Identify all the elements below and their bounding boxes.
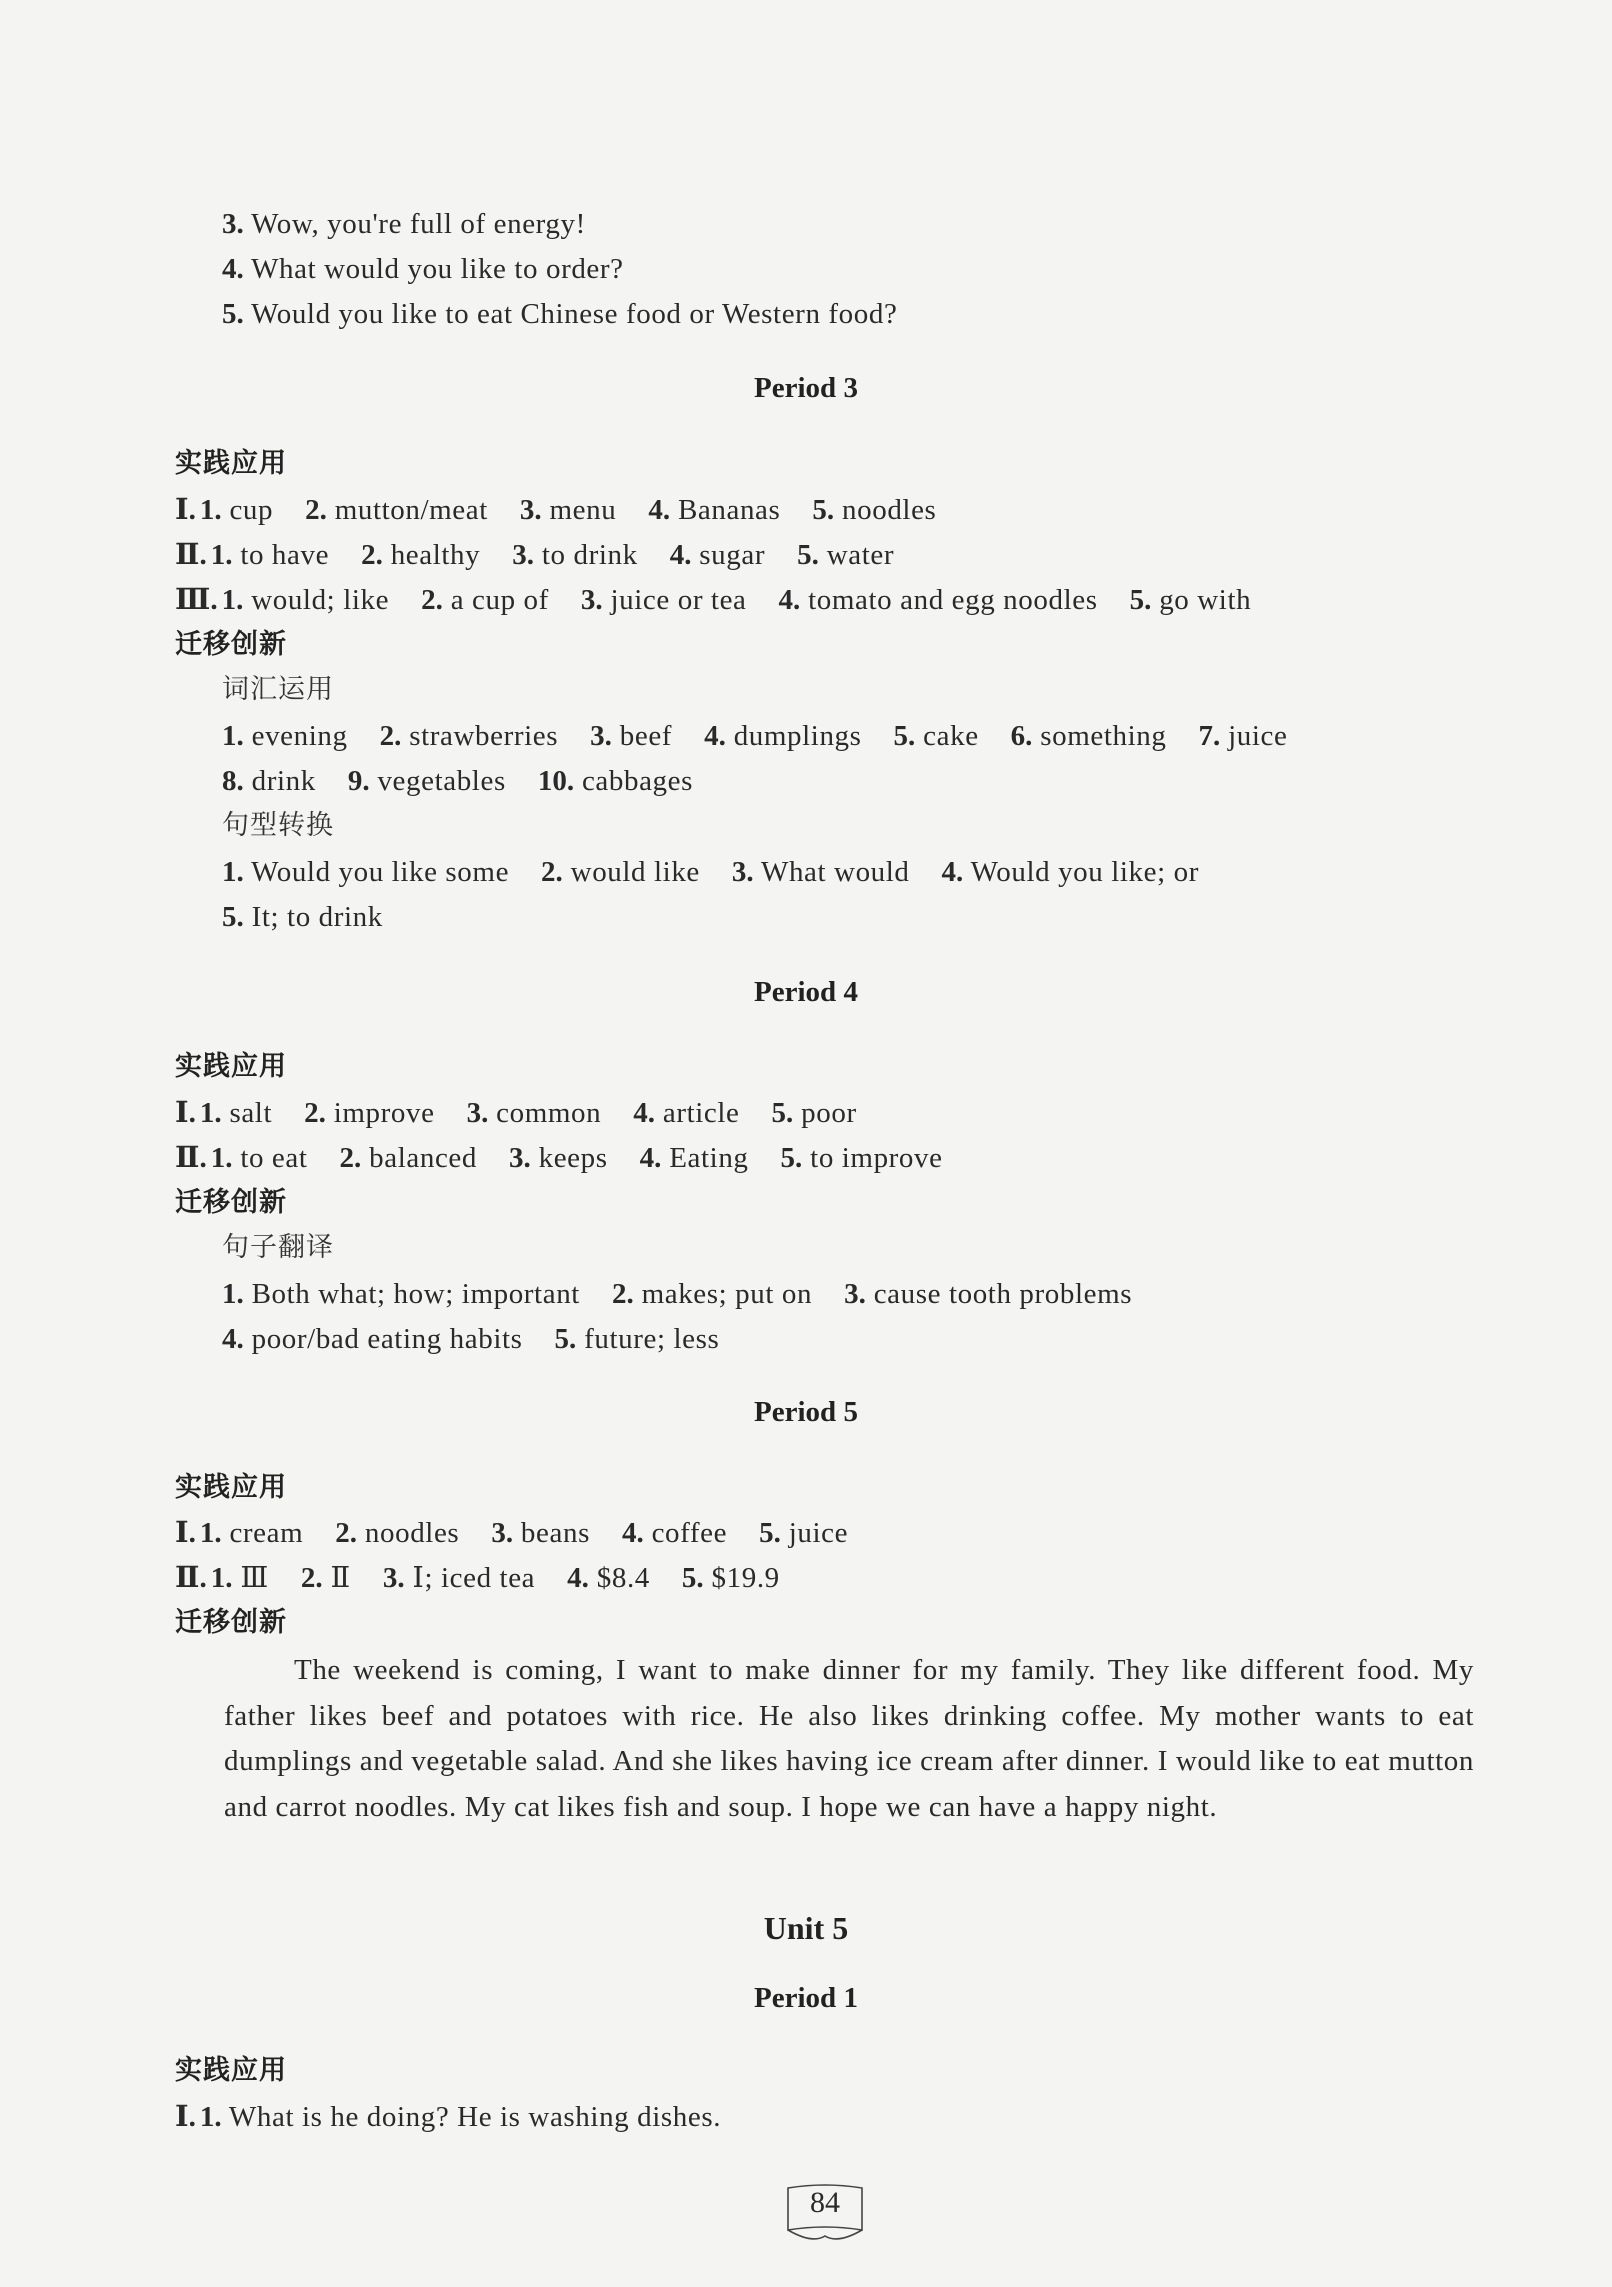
answer-line-3: 3. Wow, you're full of energy! <box>222 208 586 240</box>
answer-number: 1. <box>222 1278 244 1310</box>
answer-item <box>467 1093 602 1133</box>
answer-number: 3. <box>519 494 542 526</box>
answer-item <box>222 1319 523 1359</box>
answer-item <box>222 897 383 937</box>
answer-number: 3. <box>844 1278 866 1310</box>
answer-number: 3. <box>491 1517 514 1549</box>
answer-item <box>622 1513 727 1553</box>
answer-row <box>175 1513 880 1553</box>
answer-item <box>335 1513 459 1553</box>
answer-number: 3. <box>508 1142 531 1174</box>
answer-text: cabbages <box>581 765 694 797</box>
answer-item <box>222 761 316 801</box>
answer-text: Would you like some <box>251 856 510 888</box>
roman-numeral: Ⅱ. <box>175 1142 207 1174</box>
answer-text: something <box>1040 720 1167 752</box>
answer-text: cause tooth problems <box>873 1278 1133 1310</box>
answer-number: 8. <box>222 765 244 797</box>
answer-number: 4. <box>567 1562 589 1594</box>
answer-item <box>772 1093 857 1133</box>
answer-text: Ⅰ; iced tea <box>412 1562 536 1594</box>
answer-text: cream <box>229 1517 304 1549</box>
answer-text: cup <box>229 494 274 526</box>
transfer-label: 迁移创新 <box>175 1187 287 1218</box>
answer-text: to have <box>240 539 330 571</box>
answer-item <box>682 1558 780 1598</box>
answer-text: common <box>496 1097 602 1129</box>
page-number-text: 84 <box>810 2186 840 2219</box>
answer-item <box>567 1558 650 1598</box>
answer-text: Eating <box>669 1142 749 1174</box>
answer-item <box>1130 580 1252 620</box>
period-3-title: Period 3 <box>754 372 858 404</box>
roman-numeral: Ⅰ. <box>175 1097 196 1129</box>
answer-text: evening <box>251 720 348 752</box>
roman-numeral: Ⅱ. <box>175 539 207 571</box>
answer-text: strawberries <box>409 720 559 752</box>
answer-text: It; to drink <box>251 901 383 933</box>
answer-item <box>844 1274 1132 1314</box>
answer-text: poor <box>801 1097 857 1129</box>
answer-text: juice <box>788 1517 849 1549</box>
answer-text: to drink <box>541 539 638 571</box>
sentence-label: 句型转换 <box>222 810 334 841</box>
practice-label: 实践应用 <box>175 1472 287 1503</box>
answer-item <box>340 1138 477 1178</box>
answer-number: 3. <box>731 856 754 888</box>
answer-item <box>509 1138 608 1178</box>
answer-number: 4. <box>778 584 801 616</box>
answer-number: 2. <box>421 584 443 616</box>
answer-number: 5. <box>1129 584 1152 616</box>
answer-text: coffee <box>651 1517 728 1549</box>
answer-item <box>304 1093 434 1133</box>
answer-item <box>612 1274 812 1314</box>
translate-label: 句子翻译 <box>222 1232 334 1263</box>
answer-number: 1. <box>210 539 233 571</box>
answer-item <box>779 580 1098 620</box>
answer-number: 4. <box>648 494 671 526</box>
answer-text: balanced <box>369 1142 477 1174</box>
answer-text: Would you like; or <box>970 856 1199 888</box>
answer-text: keeps <box>538 1142 608 1174</box>
answer-number: 5. <box>780 1142 803 1174</box>
answer-number: 5. <box>812 494 835 526</box>
answer-number: 10. <box>537 765 575 797</box>
answer-text: future; less <box>584 1323 720 1355</box>
answer-text: Bananas <box>677 494 781 526</box>
answer-number: 4. <box>222 1323 244 1355</box>
answer-number: 2. <box>541 856 563 888</box>
answer-number: 6. <box>1010 720 1033 752</box>
answer-row <box>222 1319 751 1359</box>
answer-number: 5. <box>797 539 819 571</box>
answer-text: dumplings <box>733 720 862 752</box>
answer-number: 5. <box>222 901 244 933</box>
answer-item <box>894 716 979 756</box>
answer-number: 4. <box>704 720 726 752</box>
answer-number: 1. <box>199 1097 222 1129</box>
answer-text: What would <box>760 856 910 888</box>
answer-row <box>222 761 725 801</box>
answer-row <box>175 490 968 530</box>
answer-number: 4. <box>639 1142 662 1174</box>
answer-line-4: 4. What would you like to order? <box>222 253 624 285</box>
answer-item <box>200 2097 721 2137</box>
answer-text: sugar <box>699 539 766 571</box>
answer-row <box>175 1093 889 1133</box>
answer-number: 1. <box>221 584 244 616</box>
answer-row <box>222 897 415 937</box>
answer-item <box>200 1093 272 1133</box>
answer-item <box>555 1319 720 1359</box>
period-4-title: Period 4 <box>754 976 858 1008</box>
answer-item <box>512 535 637 575</box>
answer-number: 5. <box>771 1097 794 1129</box>
answer-text: salt <box>229 1097 273 1129</box>
answer-item <box>520 490 616 530</box>
answer-number: 2. <box>300 1562 323 1594</box>
answer-number: 4. <box>633 1097 656 1129</box>
answer-text: drink <box>251 765 316 797</box>
transfer-label: 迁移创新 <box>175 1607 287 1638</box>
answer-number: 4. <box>941 856 964 888</box>
answer-number: 2. <box>339 1142 362 1174</box>
answer-text: Both what; how; important <box>251 1278 580 1310</box>
answer-text: juice or tea <box>610 584 747 616</box>
answer-row <box>175 580 1283 620</box>
answer-text: makes; put on <box>641 1278 813 1310</box>
answer-item <box>942 852 1199 892</box>
answer-text: beans <box>520 1517 590 1549</box>
unit-5-title: Unit 5 <box>763 1910 849 1946</box>
roman-numeral: Ⅰ. <box>175 1517 196 1549</box>
answer-item <box>380 716 559 756</box>
answer-item <box>211 535 329 575</box>
answer-text: go with <box>1159 584 1252 616</box>
roman-numeral: Ⅰ. <box>175 494 196 526</box>
answer-number: 3. <box>590 720 612 752</box>
answer-text: tomato and egg noodles <box>808 584 1098 616</box>
answer-row <box>175 1558 812 1598</box>
answer-item <box>759 1513 848 1553</box>
answer-text: improve <box>333 1097 435 1129</box>
answer-number: 3. <box>512 539 534 571</box>
answer-item <box>301 1558 351 1598</box>
period-5-title: Period 5 <box>754 1396 858 1428</box>
answer-text: to improve <box>810 1142 943 1174</box>
practice-label: 实践应用 <box>175 448 287 479</box>
answer-text: a cup of <box>450 584 549 616</box>
answer-item <box>541 852 700 892</box>
answer-number: 1. <box>222 720 244 752</box>
essay-paragraph: The weekend is coming, I want to make dinner for my family. They like different food. My father likes beef and potatoes with rice. He also likes drinking coffee. My mother wants to eat dumplings and vegetable salad. And she likes having ice cream after dinner. I would like to eat mutton and carrot noodles. My cat likes fish and soup. I hope we can have a happy night. <box>224 1654 1474 1823</box>
answer-item <box>704 716 861 756</box>
vocab-label: 词汇运用 <box>222 674 334 705</box>
answer-item <box>797 535 894 575</box>
answer-item <box>812 490 936 530</box>
answer-item <box>732 852 910 892</box>
answer-item <box>383 1558 535 1598</box>
answer-item <box>491 1513 590 1553</box>
answer-number: 1. <box>199 494 222 526</box>
answer-number: 3. <box>382 1562 405 1594</box>
answer-item <box>361 535 480 575</box>
answer-text: $8.4 <box>596 1562 650 1594</box>
answer-item <box>222 580 390 620</box>
answer-item <box>200 1513 303 1553</box>
answer-item <box>640 1138 749 1178</box>
answer-number: 2. <box>379 720 402 752</box>
answer-number: 2. <box>335 1517 358 1549</box>
answer-text: would; like <box>251 584 390 616</box>
answer-text: article <box>662 1097 740 1129</box>
answer-number: 7. <box>1198 720 1221 752</box>
answer-row <box>175 535 926 575</box>
answer-item <box>222 852 509 892</box>
answer-item <box>222 716 348 756</box>
answer-item <box>222 1274 580 1314</box>
answer-number: 1. <box>199 2101 222 2133</box>
answer-number: 1. <box>210 1142 233 1174</box>
answer-text: would like <box>570 856 700 888</box>
answer-text: Ⅱ <box>330 1562 351 1594</box>
answer-item <box>581 580 747 620</box>
answer-text: cake <box>923 720 979 752</box>
answer-text: poor/bad eating habits <box>251 1323 523 1355</box>
roman-numeral: Ⅲ. <box>175 584 218 616</box>
answer-text: What is he doing? He is washing dishes. <box>228 2101 722 2133</box>
answer-item <box>200 490 273 530</box>
answer-item <box>211 1558 269 1598</box>
answer-number: 2. <box>361 539 383 571</box>
answer-text: vegetables <box>377 765 506 797</box>
answer-item <box>590 716 672 756</box>
roman-numeral: Ⅱ. <box>175 1562 207 1594</box>
answer-number: 5. <box>893 720 916 752</box>
answer-number: 3. <box>466 1097 489 1129</box>
period-1-title: Period 1 <box>754 1982 858 2014</box>
answer-item <box>670 535 765 575</box>
answer-item <box>648 490 780 530</box>
answer-number: 1. <box>222 856 244 888</box>
answer-text: healthy <box>390 539 481 571</box>
answer-number: 9. <box>347 765 370 797</box>
answer-item <box>781 1138 943 1178</box>
answer-number: 1. <box>199 1517 222 1549</box>
answer-row <box>222 1274 1164 1314</box>
answer-item <box>538 761 693 801</box>
answer-line-5: 5. Would you like to eat Chinese food or Western food? <box>222 298 898 330</box>
answer-item <box>211 1138 308 1178</box>
answer-item <box>421 580 549 620</box>
answer-text: to eat <box>240 1142 308 1174</box>
answer-number: 5. <box>759 1517 781 1549</box>
answer-text: noodles <box>364 1517 460 1549</box>
answer-row <box>175 1138 975 1178</box>
answer-number: 4. <box>621 1517 644 1549</box>
answer-text: water <box>826 539 895 571</box>
roman-numeral: Ⅰ. <box>175 2101 196 2133</box>
answer-number: 5. <box>681 1562 704 1594</box>
answer-row <box>175 2097 753 2137</box>
answer-number: 5. <box>554 1323 577 1355</box>
practice-label: 实践应用 <box>175 2055 287 2086</box>
answer-item <box>633 1093 739 1133</box>
answer-number: 1. <box>210 1562 233 1594</box>
answer-number: 2. <box>611 1278 634 1310</box>
answer-text: Ⅲ <box>240 1562 269 1594</box>
answer-text: $19.9 <box>711 1562 780 1594</box>
answer-text: menu <box>549 494 617 526</box>
answer-item <box>305 490 488 530</box>
answer-number: 2. <box>305 494 327 526</box>
answer-text: beef <box>619 720 673 752</box>
answer-item <box>1199 716 1288 756</box>
answer-item <box>1011 716 1167 756</box>
answer-text: noodles <box>842 494 937 526</box>
practice-label: 实践应用 <box>175 1051 287 1082</box>
answer-item <box>348 761 506 801</box>
answer-text: mutton/meat <box>334 494 488 526</box>
answer-row <box>222 852 1231 892</box>
answer-number: 2. <box>304 1097 326 1129</box>
answer-text: juice <box>1228 720 1288 752</box>
page-number <box>782 2180 868 2250</box>
transfer-label: 迁移创新 <box>175 629 287 660</box>
answer-number: 4. <box>669 539 692 571</box>
answer-number: 3. <box>580 584 603 616</box>
answer-row <box>222 716 1319 756</box>
